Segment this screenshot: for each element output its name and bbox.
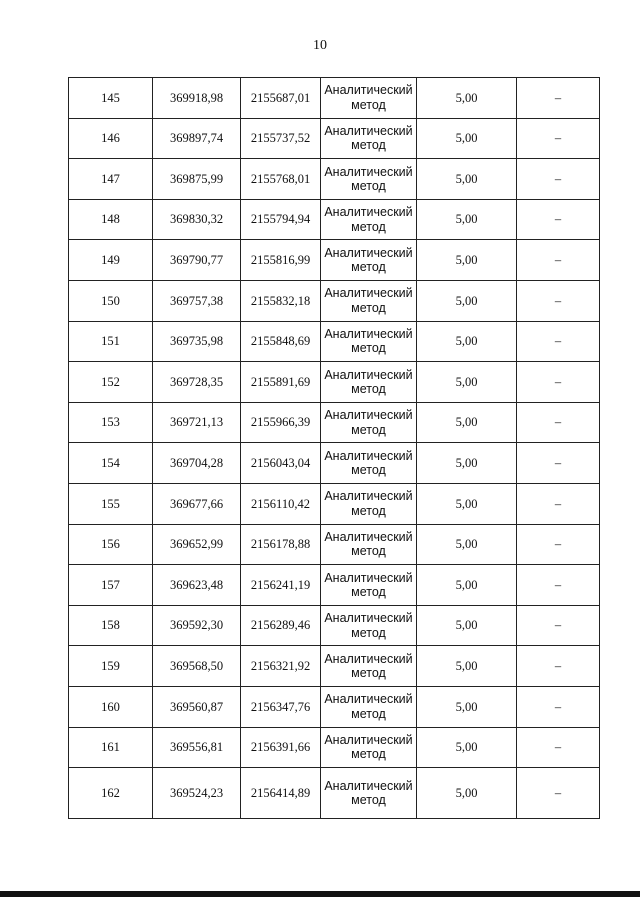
determination-method: Аналитический метод bbox=[321, 443, 417, 484]
determination-method: Аналитический метод bbox=[321, 483, 417, 524]
point-number: 157 bbox=[69, 565, 153, 606]
coordinate-x: 369721,13 bbox=[153, 402, 241, 443]
table-row bbox=[69, 605, 600, 646]
point-number: 146 bbox=[69, 118, 153, 159]
coordinate-x: 369790,77 bbox=[153, 240, 241, 281]
accuracy-value: 5,00 bbox=[417, 280, 517, 321]
point-number: 151 bbox=[69, 321, 153, 362]
note-cell: – bbox=[517, 402, 600, 443]
coordinate-y: 2156178,88 bbox=[241, 524, 321, 565]
point-number: 161 bbox=[69, 727, 153, 768]
accuracy-value: 5,00 bbox=[417, 768, 517, 819]
determination-method: Аналитический метод bbox=[321, 768, 417, 819]
note-cell: – bbox=[517, 199, 600, 240]
determination-method: Аналитический метод bbox=[321, 78, 417, 119]
point-number: 145 bbox=[69, 78, 153, 119]
table-row bbox=[69, 686, 600, 727]
table-row bbox=[69, 362, 600, 403]
point-number: 162 bbox=[69, 768, 153, 819]
coordinate-x: 369897,74 bbox=[153, 118, 241, 159]
table-row bbox=[69, 199, 600, 240]
coordinate-y: 2155737,52 bbox=[241, 118, 321, 159]
determination-method: Аналитический метод bbox=[321, 524, 417, 565]
coordinate-x: 369677,66 bbox=[153, 483, 241, 524]
point-number: 150 bbox=[69, 280, 153, 321]
table-row bbox=[69, 524, 600, 565]
point-number: 147 bbox=[69, 159, 153, 200]
note-cell: – bbox=[517, 524, 600, 565]
accuracy-value: 5,00 bbox=[417, 362, 517, 403]
coordinate-x: 369757,38 bbox=[153, 280, 241, 321]
coordinate-y: 2155687,01 bbox=[241, 78, 321, 119]
accuracy-value: 5,00 bbox=[417, 199, 517, 240]
coordinate-y: 2155816,99 bbox=[241, 240, 321, 281]
accuracy-value: 5,00 bbox=[417, 483, 517, 524]
point-number: 159 bbox=[69, 646, 153, 687]
coordinate-y: 2156347,76 bbox=[241, 686, 321, 727]
determination-method: Аналитический метод bbox=[321, 199, 417, 240]
note-cell: – bbox=[517, 118, 600, 159]
table-row bbox=[69, 402, 600, 443]
table-row bbox=[69, 565, 600, 606]
coordinate-y: 2155966,39 bbox=[241, 402, 321, 443]
accuracy-value: 5,00 bbox=[417, 321, 517, 362]
determination-method: Аналитический метод bbox=[321, 646, 417, 687]
table-row bbox=[69, 240, 600, 281]
accuracy-value: 5,00 bbox=[417, 727, 517, 768]
accuracy-value: 5,00 bbox=[417, 240, 517, 281]
accuracy-value: 5,00 bbox=[417, 565, 517, 606]
page-number: 10 bbox=[313, 38, 327, 53]
coordinate-x: 369556,81 bbox=[153, 727, 241, 768]
note-cell: – bbox=[517, 159, 600, 200]
note-cell: – bbox=[517, 565, 600, 606]
table-row bbox=[69, 443, 600, 484]
determination-method: Аналитический метод bbox=[321, 362, 417, 403]
point-number: 148 bbox=[69, 199, 153, 240]
point-number: 160 bbox=[69, 686, 153, 727]
coordinate-x: 369592,30 bbox=[153, 605, 241, 646]
accuracy-value: 5,00 bbox=[417, 443, 517, 484]
determination-method: Аналитический метод bbox=[321, 280, 417, 321]
coordinates-table-body bbox=[69, 78, 600, 819]
coordinate-y: 2156321,92 bbox=[241, 646, 321, 687]
coordinate-y: 2156414,89 bbox=[241, 768, 321, 819]
determination-method: Аналитический метод bbox=[321, 605, 417, 646]
table-row bbox=[69, 646, 600, 687]
scan-edge-bar bbox=[0, 891, 640, 897]
table-row bbox=[69, 321, 600, 362]
coordinate-y: 2156110,42 bbox=[241, 483, 321, 524]
coordinates-table bbox=[68, 77, 600, 819]
note-cell: – bbox=[517, 605, 600, 646]
point-number: 152 bbox=[69, 362, 153, 403]
coordinate-y: 2155848,69 bbox=[241, 321, 321, 362]
coordinate-y: 2155891,69 bbox=[241, 362, 321, 403]
note-cell: – bbox=[517, 686, 600, 727]
coordinate-y: 2155768,01 bbox=[241, 159, 321, 200]
determination-method: Аналитический метод bbox=[321, 321, 417, 362]
table-row bbox=[69, 118, 600, 159]
note-cell: – bbox=[517, 646, 600, 687]
coordinate-x: 369918,98 bbox=[153, 78, 241, 119]
note-cell: – bbox=[517, 280, 600, 321]
coordinate-x: 369560,87 bbox=[153, 686, 241, 727]
coordinate-y: 2156289,46 bbox=[241, 605, 321, 646]
accuracy-value: 5,00 bbox=[417, 159, 517, 200]
coordinate-x: 369875,99 bbox=[153, 159, 241, 200]
table-row bbox=[69, 159, 600, 200]
note-cell: – bbox=[517, 768, 600, 819]
coordinate-x: 369652,99 bbox=[153, 524, 241, 565]
note-cell: – bbox=[517, 362, 600, 403]
note-cell: – bbox=[517, 321, 600, 362]
determination-method: Аналитический метод bbox=[321, 727, 417, 768]
note-cell: – bbox=[517, 727, 600, 768]
determination-method: Аналитический метод bbox=[321, 402, 417, 443]
point-number: 154 bbox=[69, 443, 153, 484]
accuracy-value: 5,00 bbox=[417, 686, 517, 727]
determination-method: Аналитический метод bbox=[321, 159, 417, 200]
table-row bbox=[69, 280, 600, 321]
coordinate-y: 2156043,04 bbox=[241, 443, 321, 484]
coordinate-x: 369704,28 bbox=[153, 443, 241, 484]
coordinate-x: 369830,32 bbox=[153, 199, 241, 240]
accuracy-value: 5,00 bbox=[417, 524, 517, 565]
coordinate-x: 369728,35 bbox=[153, 362, 241, 403]
coordinate-y: 2155794,94 bbox=[241, 199, 321, 240]
accuracy-value: 5,00 bbox=[417, 402, 517, 443]
coordinate-x: 369735,98 bbox=[153, 321, 241, 362]
determination-method: Аналитический метод bbox=[321, 565, 417, 606]
determination-method: Аналитический метод bbox=[321, 686, 417, 727]
point-number: 153 bbox=[69, 402, 153, 443]
note-cell: – bbox=[517, 483, 600, 524]
determination-method: Аналитический метод bbox=[321, 240, 417, 281]
point-number: 149 bbox=[69, 240, 153, 281]
accuracy-value: 5,00 bbox=[417, 78, 517, 119]
note-cell: – bbox=[517, 78, 600, 119]
table-row bbox=[69, 727, 600, 768]
point-number: 155 bbox=[69, 483, 153, 524]
point-number: 158 bbox=[69, 605, 153, 646]
note-cell: – bbox=[517, 443, 600, 484]
table-row bbox=[69, 78, 600, 119]
coordinate-y: 2156241,19 bbox=[241, 565, 321, 606]
coordinate-x: 369524,23 bbox=[153, 768, 241, 819]
point-number: 156 bbox=[69, 524, 153, 565]
table-row bbox=[69, 768, 600, 819]
coordinate-y: 2156391,66 bbox=[241, 727, 321, 768]
accuracy-value: 5,00 bbox=[417, 605, 517, 646]
coordinate-y: 2155832,18 bbox=[241, 280, 321, 321]
table-row bbox=[69, 483, 600, 524]
accuracy-value: 5,00 bbox=[417, 646, 517, 687]
coordinate-x: 369623,48 bbox=[153, 565, 241, 606]
determination-method: Аналитический метод bbox=[321, 118, 417, 159]
coordinate-x: 369568,50 bbox=[153, 646, 241, 687]
accuracy-value: 5,00 bbox=[417, 118, 517, 159]
note-cell: – bbox=[517, 240, 600, 281]
